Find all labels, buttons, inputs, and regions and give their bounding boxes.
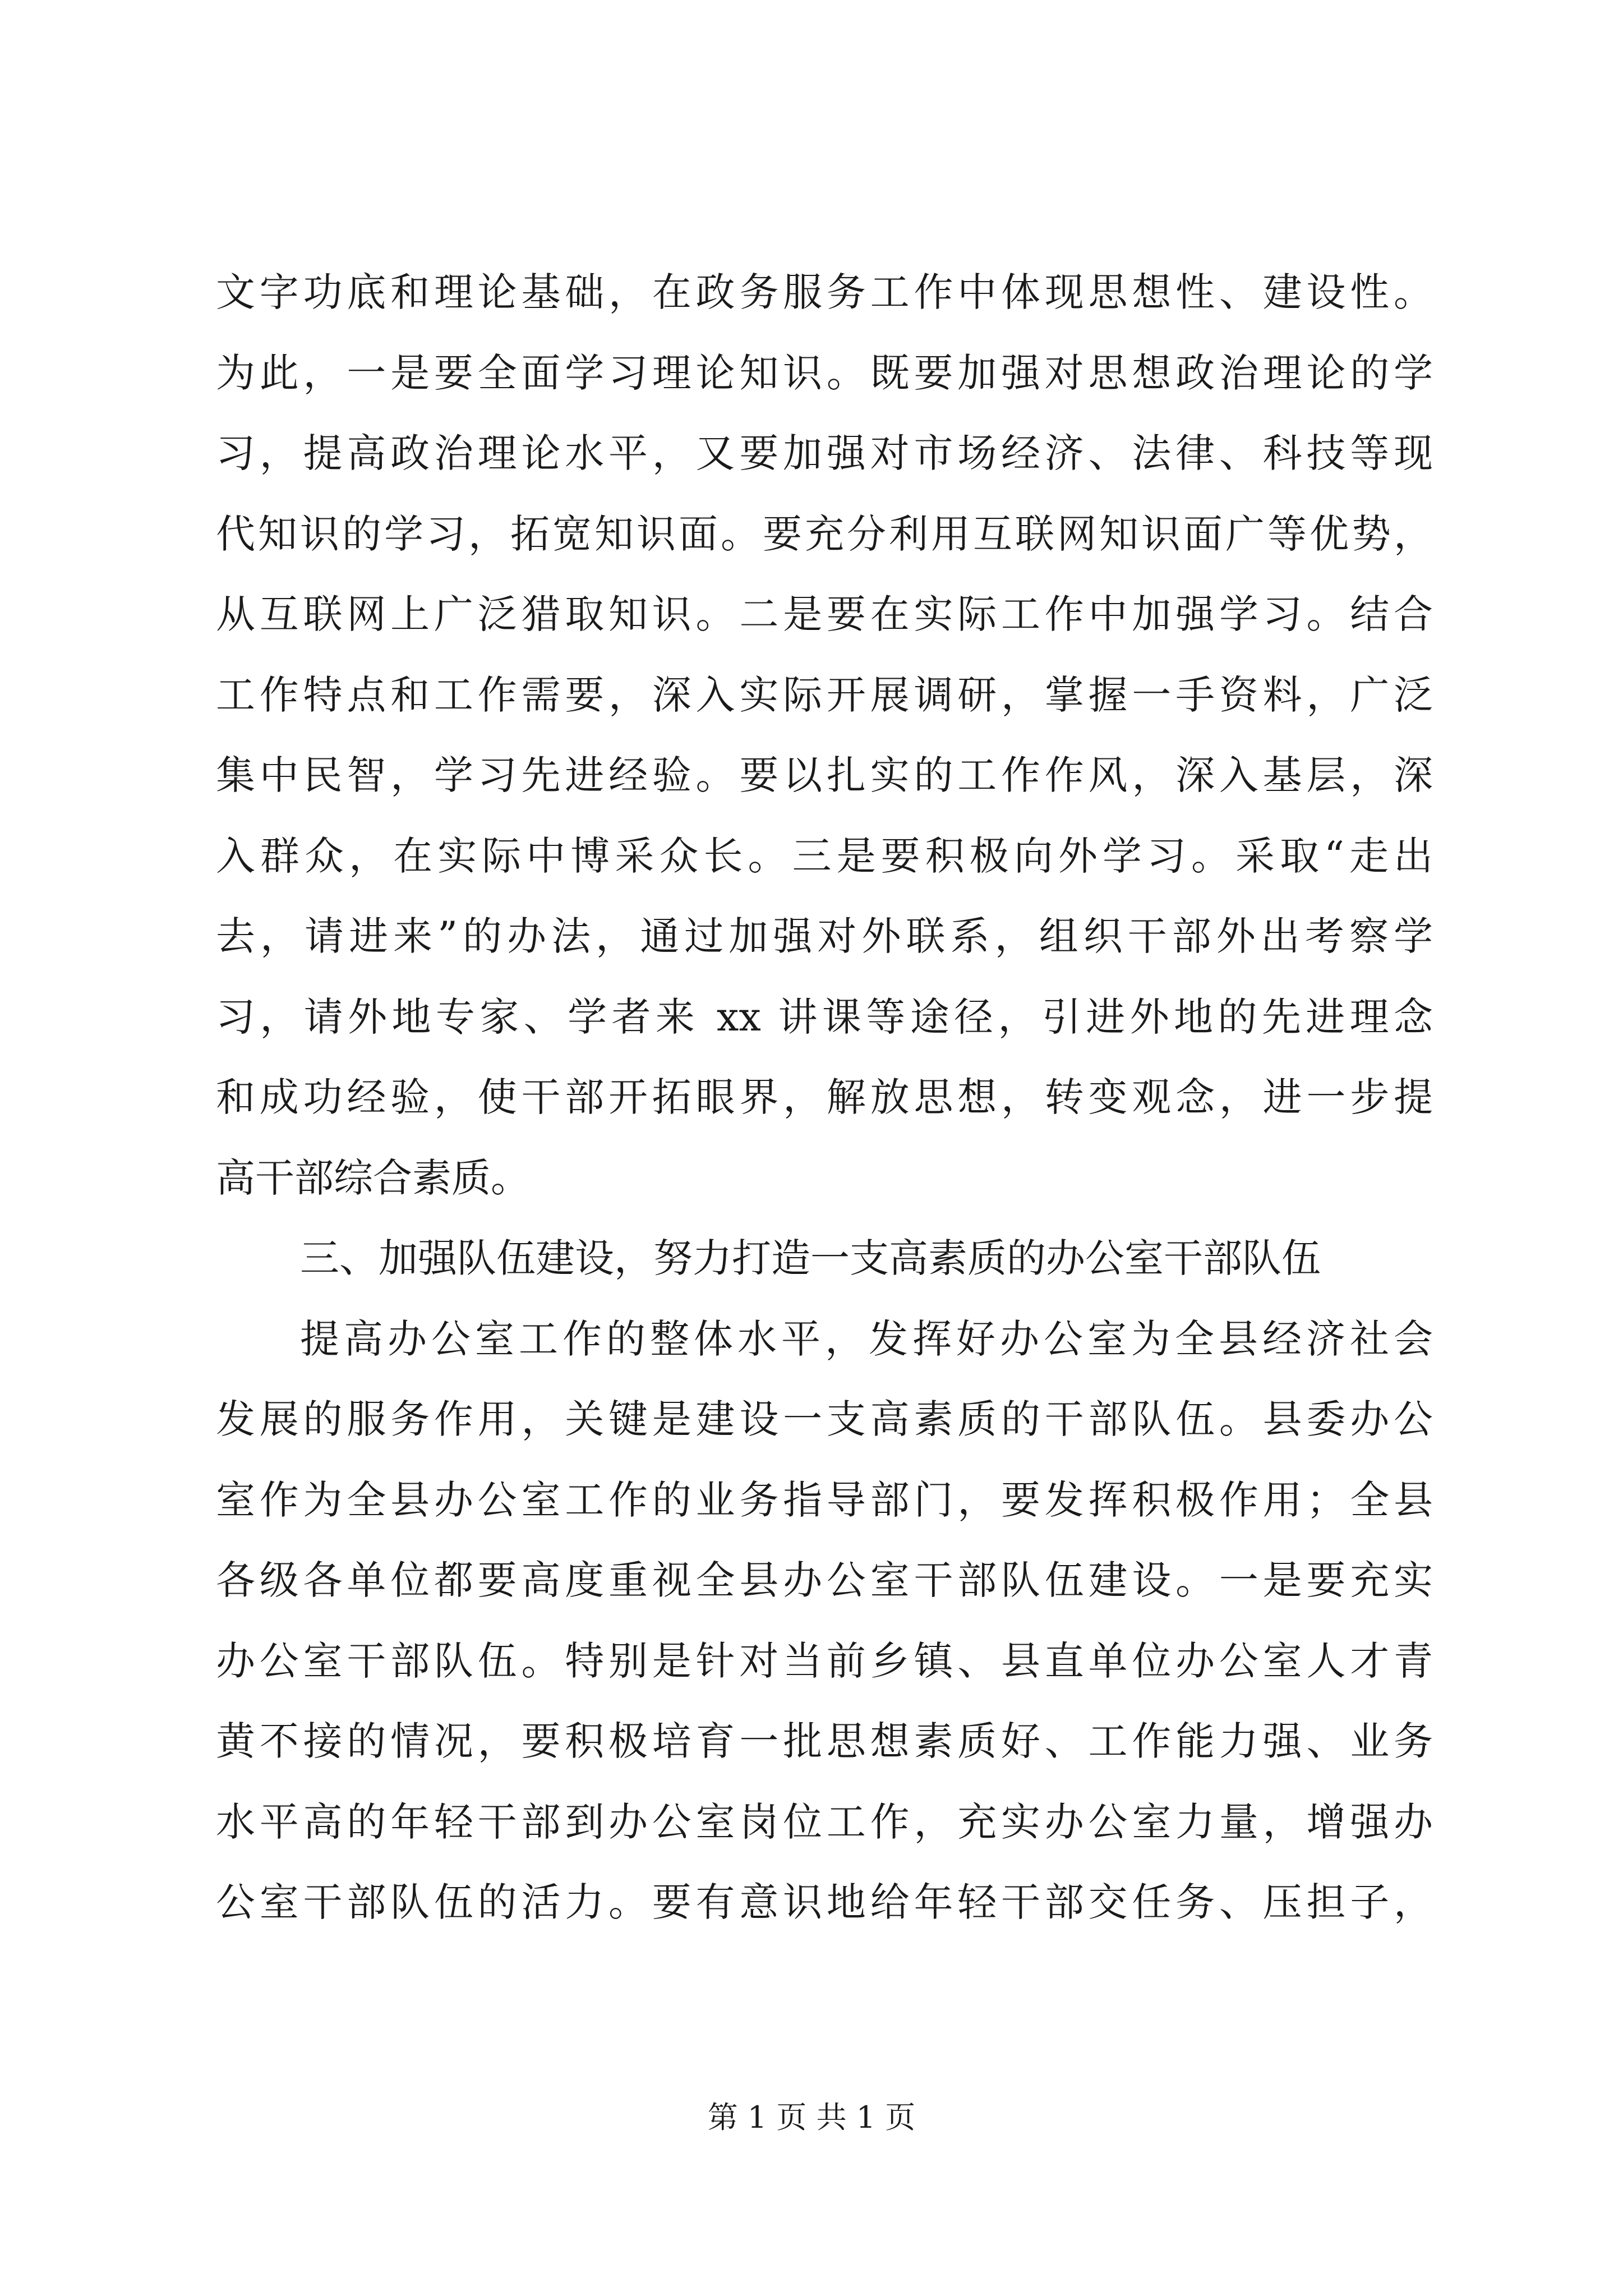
text-line: 发展的服务作用，关键是建设一支高素质的干部队伍。县委办公	[216, 1396, 1433, 1442]
text-line: 从互联网上广泛猎取知识。二是要在实际工作中加强学习。结合	[216, 591, 1433, 637]
text-line: 室作为全县办公室工作的业务指导部门，要发挥积极作用；全县	[216, 1476, 1433, 1523]
text-line: 水平高的年轻干部到办公室岗位工作，充实办公室力量，增强办	[216, 1798, 1433, 1845]
text-line: 和成功经验，使干部开拓眼界，解放思想，转变观念，进一步提	[216, 1074, 1433, 1120]
text-line: 入群众，在实际中博采众长。三是要积极向外学习。采取“走出	[216, 832, 1433, 879]
text-line: 集中民智，学习先进经验。要以扎实的工作作风，深入基层，深	[216, 752, 1433, 798]
page-footer	[0, 2095, 1623, 2140]
section-heading: 三、加强队伍建设，努力打造一支高素质的办公室干部队伍	[300, 1235, 1321, 1281]
text-line: 习，请外地专家、学者来 xx 讲课等途径，引进外地的先进理念	[216, 993, 1433, 1040]
text-line: 黄不接的情况，要积极培育一批思想素质好、工作能力强、业务	[216, 1718, 1433, 1764]
text-line: 习，提高政治理论水平，又要加强对市场经济、法律、科技等现	[216, 430, 1433, 476]
paragraph-2	[216, 1299, 1433, 1943]
page-number-label: 第 1 页 共 1 页	[707, 2100, 916, 2135]
text-line: 提高办公室工作的整体水平，发挥好办公室为全县经济社会	[300, 1315, 1433, 1362]
text-line: 去，请进来”的办法，通过加强对外联系，组织干部外出考察学	[216, 913, 1433, 959]
text-line: 代知识的学习，拓宽知识面。要充分利用互联网知识面广等优势，	[216, 510, 1433, 557]
text-line: 工作特点和工作需要，深入实际开展调研，掌握一手资料，广泛	[216, 671, 1433, 718]
text-line: 办公室干部队伍。特别是针对当前乡镇、县直单位办公室人才青	[216, 1637, 1433, 1684]
text-line: 高干部综合素质。	[216, 1154, 530, 1201]
text-line: 为此，一是要全面学习理论知识。既要加强对思想政治理论的学	[216, 349, 1433, 396]
text-line: 文字功底和理论基础，在政务服务工作中体现思想性、建设性。	[216, 269, 1433, 315]
paragraph-1	[216, 252, 1433, 1218]
document-body	[216, 252, 1433, 1943]
text-line: 公室干部队伍的活力。要有意识地给年轻干部交任务、压担子，	[216, 1879, 1433, 1925]
text-line: 各级各单位都要高度重视全县办公室干部队伍建设。一是要充实	[216, 1557, 1433, 1603]
